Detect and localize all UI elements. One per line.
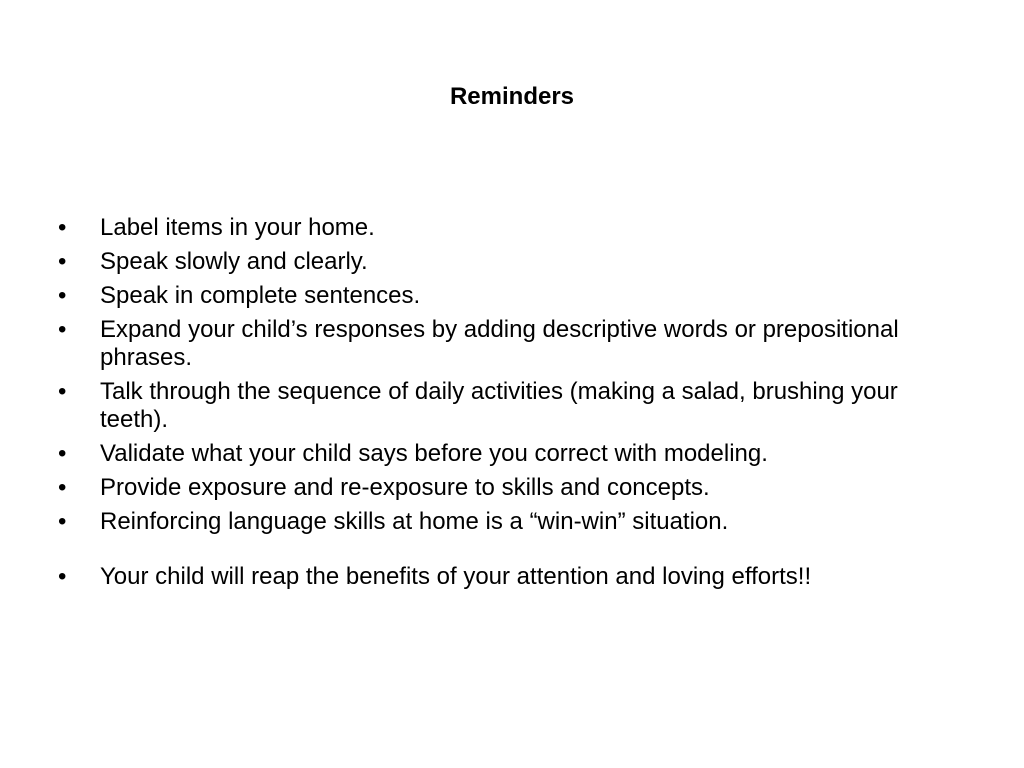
bullet-icon: • (58, 248, 67, 275)
list-item-text: Reinforcing language skills at home is a “win-win” situation. (100, 508, 729, 535)
bullet-icon: • (58, 316, 67, 343)
list-item-text: Talk through the sequence of daily activities (making a salad, brushing your teeth). (100, 378, 898, 433)
list-item (58, 474, 958, 502)
list-item (58, 440, 958, 468)
list-item-text: Label items in your home. (100, 214, 375, 241)
bullet-list (58, 214, 958, 597)
bullet-icon: • (58, 214, 67, 241)
bullet-icon: • (58, 508, 67, 535)
list-item (58, 248, 958, 276)
list-item-text: Your child will reap the benefits of your attention and loving efforts!! (100, 563, 812, 590)
list-item (58, 316, 958, 372)
list-item (58, 282, 958, 310)
bullet-icon: • (58, 474, 67, 501)
bullet-icon: • (58, 440, 67, 467)
slide-title: Reminders (449, 83, 575, 110)
list-item-text: Speak slowly and clearly. (100, 248, 368, 275)
list-item-text: Validate what your child says before you correct with modeling. (100, 440, 768, 467)
bullet-icon: • (58, 378, 67, 405)
list-item-text: Provide exposure and re-exposure to skills and concepts. (100, 474, 710, 501)
bullet-icon: • (58, 282, 67, 309)
list-item (58, 508, 958, 536)
bullet-icon: • (58, 563, 67, 590)
list-item-text: Expand your child’s responses by adding descriptive words or prepositional phrases. (100, 316, 899, 371)
list-item (58, 214, 958, 242)
list-item-text: Speak in complete sentences. (100, 282, 421, 309)
list-item (58, 378, 958, 434)
list-item (58, 563, 958, 591)
